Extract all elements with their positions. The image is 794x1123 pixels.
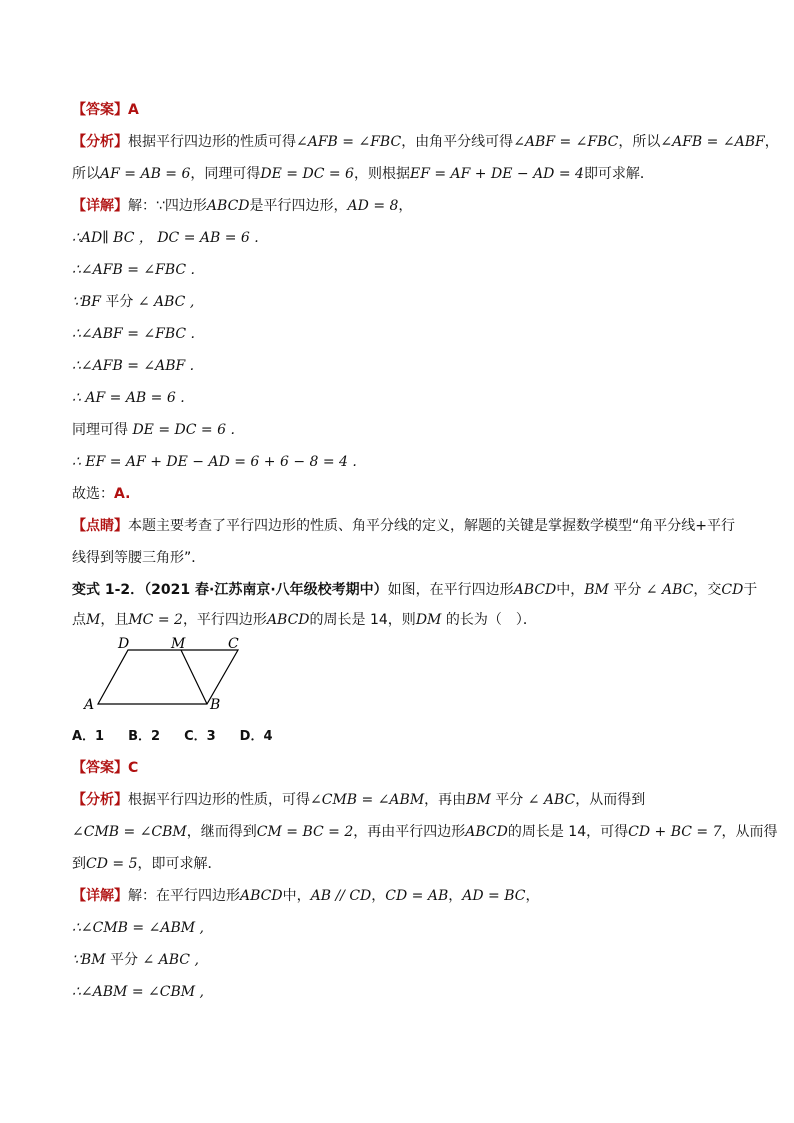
math: MC = 2 — [128, 612, 183, 628]
analysis2-line-3 — [72, 854, 221, 874]
text: 所以 — [72, 166, 100, 182]
text: 平分 — [490, 792, 528, 808]
text: ，平行四边形 — [182, 612, 267, 628]
math: ∠CMB = ∠ABM — [310, 792, 425, 808]
text: ， — [398, 198, 413, 214]
math: CD = 5 — [86, 856, 138, 872]
text: 于 — [743, 582, 758, 598]
text: ，且 — [100, 612, 129, 628]
detail-step-8: ∴ EF = AF + DE − AD = 6 + 6 − 8 = 4 . — [72, 454, 357, 470]
math: ∵BF — [72, 294, 101, 310]
math: ABCD — [465, 824, 508, 840]
label-m: M — [171, 636, 186, 652]
analysis-line-1 — [72, 132, 779, 152]
label-d: D — [118, 636, 130, 652]
text: ，则根据 — [353, 166, 410, 182]
text: ，所以 — [618, 134, 661, 150]
text: 平分 — [608, 582, 646, 598]
text: 的周长是 14，可得 — [507, 824, 629, 840]
text: ，再由 — [424, 792, 467, 808]
text: 中， — [556, 582, 585, 598]
text: ，同理可得 — [190, 166, 261, 182]
text: 根据平行四边形的性质可得 — [128, 134, 296, 150]
insight-line-2: 线得到等腰三角形”． — [72, 550, 206, 566]
parallelogram-diagram — [78, 636, 258, 716]
option-d: D．4 — [239, 729, 273, 744]
detail-step-3 — [72, 292, 194, 312]
text: 的长为（ ）． — [441, 612, 537, 628]
text: ，继而得到 — [186, 824, 257, 840]
text: 点 — [72, 612, 86, 628]
detail-line-1 — [72, 196, 412, 216]
math: AB // CD — [310, 888, 372, 904]
detail-step-1: ∴AD∥ BC ， DC = AB = 6 . — [72, 230, 259, 246]
option-a: A．1 — [72, 729, 105, 744]
math: CM = BC = 2 — [256, 824, 354, 840]
option-c: C．3 — [184, 729, 216, 744]
variant-line-2 — [72, 610, 537, 630]
text: ，从而得 — [721, 824, 778, 840]
text: 解：在平行四边形 — [128, 888, 240, 904]
analysis-line-2 — [72, 164, 654, 184]
text: ，即可求解． — [137, 856, 222, 872]
text: ，由角平分线可得 — [401, 134, 514, 150]
math: BM — [466, 792, 491, 808]
math: ∠ ABC — [527, 792, 576, 808]
variant-source: （2021 春·江苏南京·八年级校考期中） — [144, 582, 388, 598]
text: ， — [371, 888, 386, 904]
answer-options — [72, 727, 297, 747]
math: ∠CMB = ∠CBM — [72, 824, 187, 840]
answer-tag: 【答案】 — [72, 102, 128, 118]
detail-step-4: ∴∠ABF = ∠FBC . — [72, 326, 195, 342]
label-b: B — [210, 697, 221, 713]
detail-step-9 — [72, 484, 130, 504]
math: DM — [415, 612, 442, 628]
math: ∠ ABC , — [142, 952, 199, 968]
segment-bm — [181, 650, 207, 704]
answer-value: A — [128, 102, 139, 118]
variant-label: 变式 1-2． — [72, 582, 145, 598]
text: 解：∵四边形 — [128, 198, 207, 214]
detail2-step-2 — [72, 950, 199, 970]
analysis-tag: 【分析】 — [72, 792, 128, 808]
insight-line-1 — [72, 516, 735, 536]
math: CD = AB — [385, 888, 449, 904]
text: 的周长是 14，则 — [309, 612, 416, 628]
math: ∠ABF = ∠FBC — [513, 134, 619, 150]
math: EF = AF + DE − AD = 4 — [409, 166, 584, 182]
text: 到 — [72, 856, 86, 872]
detail-tag: 【详解】 — [72, 198, 128, 214]
analysis-tag: 【分析】 — [72, 134, 128, 150]
text: 中， — [282, 888, 311, 904]
text: 同理可得 — [72, 422, 133, 438]
variant-line-1 — [72, 580, 757, 600]
parallelogram-abcd — [98, 650, 238, 704]
label-a: A — [84, 697, 95, 713]
parallelogram-figure — [78, 636, 258, 720]
math: M — [86, 612, 101, 628]
text: ， — [764, 134, 779, 150]
math: DE = DC = 6 . — [132, 422, 235, 438]
analysis2-line-1 — [72, 790, 645, 810]
math: ∠ ABC — [645, 582, 694, 598]
detail2-line-1 — [72, 886, 539, 906]
math: BM — [584, 582, 609, 598]
math: ∠ ABC , — [137, 294, 195, 310]
insight-tag: 【点睛】 — [72, 518, 128, 534]
text: 故选： — [72, 486, 114, 502]
label-c: C — [228, 636, 239, 652]
detail-step-2: ∴∠AFB = ∠FBC . — [72, 262, 195, 278]
analysis2-line-2 — [72, 822, 778, 842]
detail-step-7 — [72, 420, 235, 440]
math: DE = DC = 6 — [260, 166, 354, 182]
math: CD + BC = 7 — [628, 824, 722, 840]
answer-tag: 【答案】 — [72, 760, 128, 776]
answer-value: C — [128, 760, 139, 776]
detail-step-5: ∴∠AFB = ∠ABF . — [72, 358, 195, 374]
math: CD — [721, 582, 744, 598]
math: ∵BM — [72, 952, 106, 968]
math: ABCD — [266, 612, 310, 628]
choice-value: A. — [114, 486, 131, 502]
detail-step-6: ∴ AF = AB = 6 . — [72, 390, 185, 406]
text: 即可求解． — [583, 166, 654, 182]
math: AF = AB = 6 — [100, 166, 191, 182]
math: ABCD — [240, 888, 283, 904]
text: ， — [525, 888, 540, 904]
text: ， — [448, 888, 463, 904]
math: ∠AFB = ∠ABF — [660, 134, 765, 150]
detail-tag: 【详解】 — [72, 888, 128, 904]
detail2-step-3: ∴∠ABM = ∠CBM , — [72, 984, 204, 1000]
math: ∠AFB = ∠FBC — [296, 134, 402, 150]
text: 平分 — [100, 294, 138, 310]
text: 如图，在平行四边形 — [387, 582, 514, 598]
answer-line-2 — [72, 758, 138, 778]
math: AD = 8 — [347, 198, 399, 214]
text: ，再由平行四边形 — [353, 824, 466, 840]
option-b: B．2 — [128, 729, 161, 744]
text: 平分 — [105, 952, 143, 968]
answer-line-1 — [72, 100, 139, 120]
text: ，交 — [693, 582, 722, 598]
text: 根据平行四边形的性质，可得 — [128, 792, 310, 808]
detail2-step-1: ∴∠CMB = ∠ABM , — [72, 920, 204, 936]
text: 是平行四边形， — [249, 198, 348, 214]
math: AD = BC — [462, 888, 526, 904]
text: 本题主要考查了平行四边形的性质、角平分线的定义，解题的关键是掌握数学模型“角平分线+平行 — [128, 518, 735, 534]
math: ABCD — [206, 198, 250, 214]
text: ，从而得到 — [575, 792, 646, 808]
math: ABCD — [513, 582, 557, 598]
